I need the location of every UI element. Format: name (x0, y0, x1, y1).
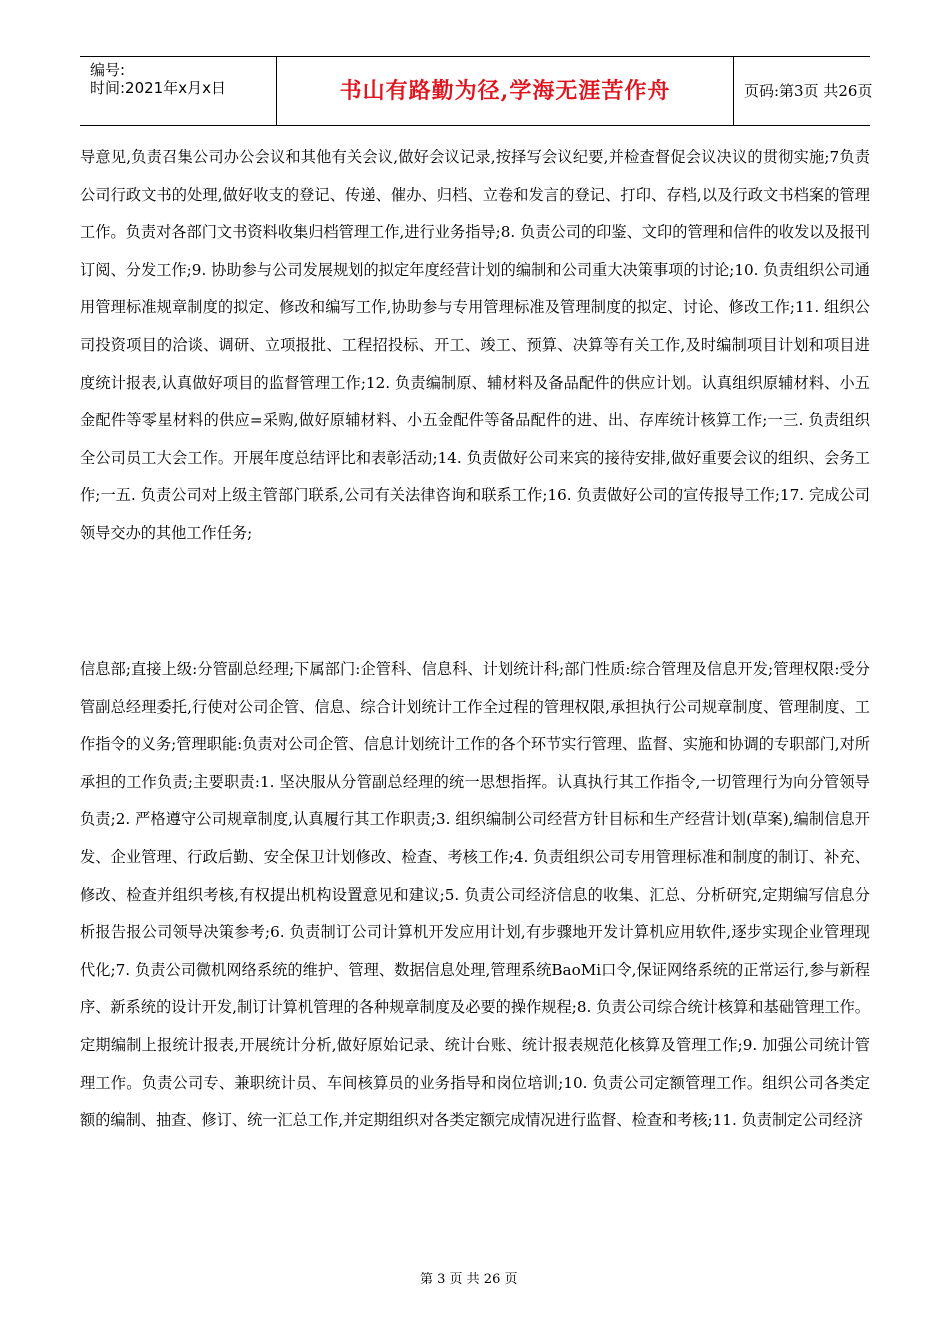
body-paragraph-2: 信息部;直接上级:分管副总经理;下属部门:企管科、信息科、计划统计科;部门性质:综合管理及信息开发;管理权限:受分管副总经理委托,行使对公司企管、信息、综合计划统计工作全过程的管理权限,承担执行公司规章制度、管理制度、工作指令的义务;管理职能:负责对公司企管、信息计划统计工作的各个环节实行管理、监督、实施和协调的专职部门,对所承担的工作负责;主要职责:1. 坚决服从分管副总经理的统一思想指挥。认真执行其工作指令,一切管理行为向分管领导负责;2. 严格遵守公司规章制度,认真履行其工作职责;3. 组织编制公司经营方针目标和生产经营计划(草案),编制信息开发、企业管理、行政后勤、安全保卫计划修改、检查、考核工作;4. 负责组织公司专用管理标准和制度的制订、补充、修改、检查并组织考核,有权提出机构设置意见和建议;5. 负责公司经济信息的收集、汇总、分析研究,定期编写信息分析报告报公司领导决策参考;6. 负责制订公司计算机开发应用计划,有步骤地开发计算机应用软件,逐步实现企业管理现代化;7. 负责公司微机网络系统的维护、管理、数据信息处理,管理系统BaoMi口令,保证网络系统的正常运行,参与新程序、新系统的设计开发,制订计算机管理的各种规章制度及必要的操作规程;8. 负责公司综合统计核算和基础管理工作。定期编制上报统计报表,开展统计分析,做好原始记录、统计台账、统计报表规范化核算及管理工作;9. 加强公司统计管理工作。负责公司专、兼职统计员、车间核算员的业务指导和岗位培训;10. 负责公司定额管理工作。组织公司各类定额的编制、抽查、修订、统一汇总工作,并定期组织对各类定额完成情况进行监督、检查和考核;11. 负责制定公司经济 (80, 660, 870, 1130)
page-header (80, 56, 873, 126)
header-page-info: 页码:第3页 共26页 (744, 82, 873, 100)
document-number-label: 编号: (90, 61, 126, 79)
header-motto: 书山有路勤为径,学海无涯苦作舟 (276, 57, 734, 125)
body-paragraph-1: 导意见,负责召集公司办公会议和其他有关会议,做好会议记录,按择写会议纪要,并检查督促会议决议的贯彻实施;7负责公司行政文书的处理,做好收支的登记、传递、催办、归档、立卷和发言的登记、打印、存档,以及行政文书档案的管理工作。负责对各部门文书资料收集归档管理工作,进行业务指导;8. 负责公司的印鉴、文印的管理和信件的收发以及报刊订阅、分发工作;9. 协助参与公司发展规划的拟定年度经营计划的编制和公司重大决策事项的讨论;10. 负责组织公司通用管理标准规章制度的拟定、修改和编写工作,协助参与专用管理标准及管理制度的拟定、讨论、修改工作;11. 组织公司投资项目的洽谈、调研、立项报批、工程招投标、开工、竣工、预算、决算等有关工作,及时编制项目计划和项目进度统计报表,认真做好项目的监督管理工作;12. 负责编制原、辅材料及备品配件的供应计划。认真组织原辅材料、小五金配件等零星材料的供应=采购,做好原辅材料、小五金配件等备品配件的进、出、存库统计核算工作;一三. 负责组织全公司员工大会工作。开展年度总结评比和表彰活动;14. 负责做好公司来宾的接待安排,做好重要会议的组织、会务工作;一五. 负责公司对上级主管部门联系,公司有关法律咨询和联系工作;16. 负责做好公司的宣传报导工作;17. 完成公司领导交办的其他工作任务; (80, 148, 870, 542)
header-meta (80, 57, 276, 125)
document-time-label: 时间:2021年x月x日 (90, 79, 226, 97)
page-footer: 第 3 页 共 26 页 (420, 1272, 518, 1287)
